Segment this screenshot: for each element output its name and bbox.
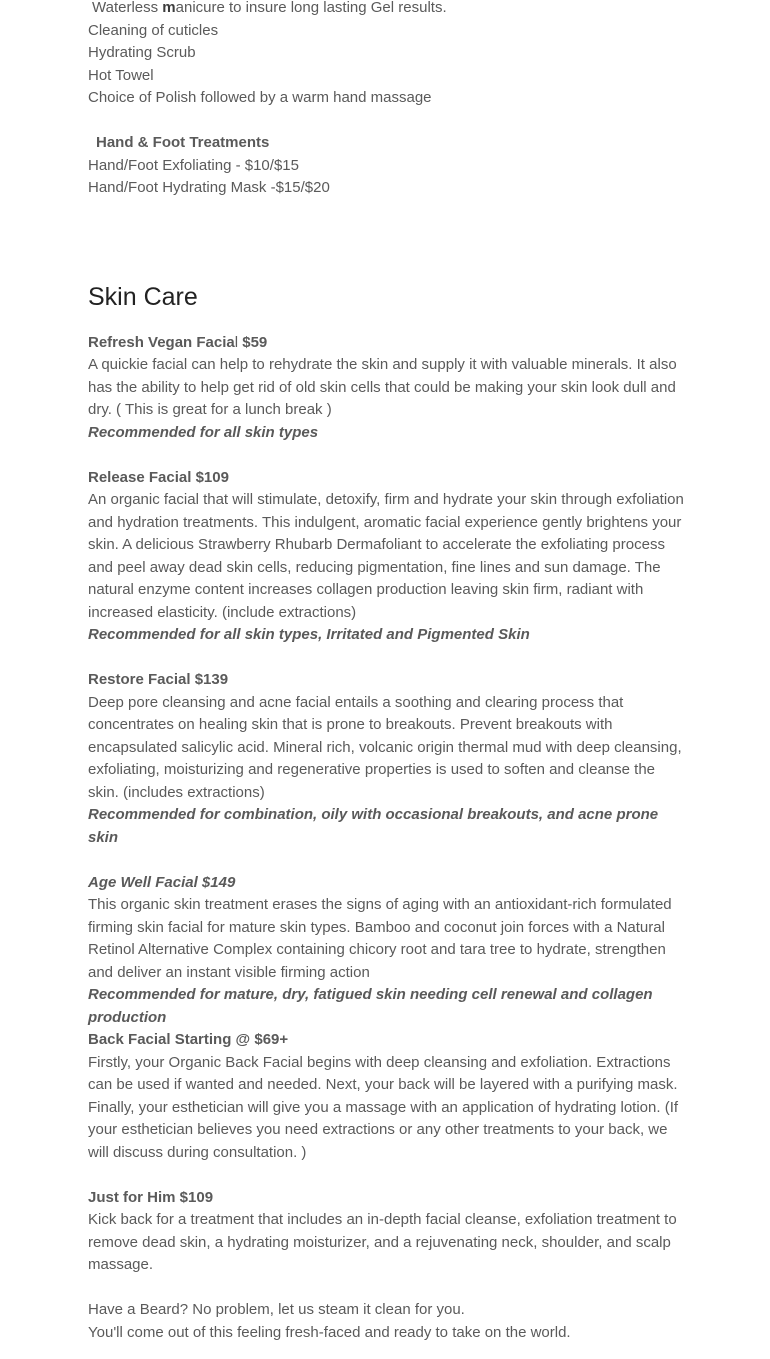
service-description: This organic skin treatment erases the signs of aging with an antioxidant-rich formulated firming skin facial for mature skin types. Bamboo and coconut join forces with a Natural Retinol Alternative Complex containing chicory root and tara tree to hydrate, strengthen and deliver an instant visible firming action <box>88 896 672 981</box>
service-extra-line: You'll come out of this feeling fresh-faced and ready to take on the world. <box>88 1323 571 1341</box>
service-description: An organic facial that will stimulate, detoxify, firm and hydrate your skin through exfoliation and hydration treatments. This indulgent, aromatic facial experience gently brightens your skin. A delicious Strawberry Rhubarb Dermafoliant to accelerate the exfoliating process and peel away dead skin cells, reducing pigmentation, fine lines and sun damage. The natural enzyme content increases collagen production leaving skin firm, radiant with increased elasticity. (include extractions) <box>88 491 684 621</box>
hand-foot-section <box>88 132 688 200</box>
manicure-line: Cleaning of cuticles <box>88 21 219 39</box>
service-description: Kick back for a treatment that includes an in-depth facial cleanse, exfoliation treatment to remove dead skin, a hydrating moisturizer, and a rejuvenating neck, shoulder, and scalp massage. <box>88 1211 677 1273</box>
service-description: Deep pore cleansing and acne facial entails a soothing and clearing process that concentrates on healing skin that is prone to breakouts. Prevent breakouts with encapsulated salicylic acid. Mineral rich, volcanic origin thermal mud with deep cleansing, exfoliating, moisturizing and regenerative properties is used to soften and cleanse the skin. (includes extractions) <box>88 693 682 801</box>
service-recommendation: Recommended for all skin types, Irritated and Pigmented Skin <box>88 626 530 643</box>
spacer <box>88 312 688 332</box>
service-name: Restore Facial $139 <box>88 671 229 688</box>
service-name: Just for Him $109 <box>88 1188 214 1206</box>
service-recommendation: Recommended for combination, oily with occasional breakouts, and acne prone skin <box>88 806 659 846</box>
spacer <box>88 200 688 282</box>
spacer <box>88 647 688 670</box>
hand-foot-heading: Hand & Foot Treatments <box>96 134 270 151</box>
manicure-line: Hot Towel <box>88 66 154 84</box>
spacer <box>88 1164 688 1187</box>
service-price: $59 <box>238 333 268 351</box>
service-refresh-vegan-facial <box>88 332 688 445</box>
service-name <box>88 332 688 355</box>
spacer <box>88 444 688 467</box>
manicure-line-text: Waterless <box>92 0 163 16</box>
spacer <box>88 1277 688 1300</box>
spacer <box>88 110 688 133</box>
manicure-details <box>88 0 688 110</box>
spacer <box>88 849 688 872</box>
manicure-line <box>88 0 688 20</box>
manicure-line-bold: m <box>162 0 176 16</box>
service-name: Age Well Facial $149 <box>88 873 236 891</box>
manicure-line: Hydrating Scrub <box>88 44 196 61</box>
section-title-skin-care: Skin Care <box>88 282 198 311</box>
service-age-well-facial <box>88 872 688 1030</box>
service-name: Release Facial $109 <box>88 468 229 486</box>
service-description: A quickie facial can help to rehydrate the skin and supply it with valuable minerals. It also has the ability to help get rid of old skin cells that could be making your skin look dull and dry. ( This is great for a lunch break ) <box>88 356 677 418</box>
service-recommendation: Recommended for mature, dry, fatigued skin needing cell renewal and collagen production <box>88 986 653 1026</box>
hand-foot-item: Hand/Foot Hydrating Mask -$15/$20 <box>88 179 330 196</box>
service-restore-facial <box>88 669 688 849</box>
service-name: Back Facial Starting @ $69+ <box>88 1031 289 1048</box>
service-release-facial <box>88 467 688 647</box>
service-name-text: Refresh Vegan Facia <box>88 333 235 351</box>
page-content <box>88 0 688 1344</box>
manicure-line-text: anicure to insure long lasting Gel results. <box>175 0 447 16</box>
service-description: Firstly, your Organic Back Facial begins with deep cleansing and exfoliation. Extractions can be used if wanted and needed. Next, your back will be layered with a purifying mask. Finally, your esthetician will give you a massage with an application of hydrating lotion. (If your esthetician believes you need extractions or any other treatments to your back, we will discuss during consultation. ) <box>88 1053 679 1161</box>
hand-foot-item: Hand/Foot Exfoliating - $10/$15 <box>88 156 299 174</box>
manicure-line: Choice of Polish followed by a warm hand massage <box>88 89 432 106</box>
service-extra-line: Have a Beard? No problem, let us steam it clean for you. <box>88 1301 465 1318</box>
service-just-for-him <box>88 1187 688 1345</box>
service-recommendation: Recommended for all skin types <box>88 423 319 441</box>
service-name-text: l <box>234 333 239 351</box>
service-back-facial <box>88 1029 688 1164</box>
